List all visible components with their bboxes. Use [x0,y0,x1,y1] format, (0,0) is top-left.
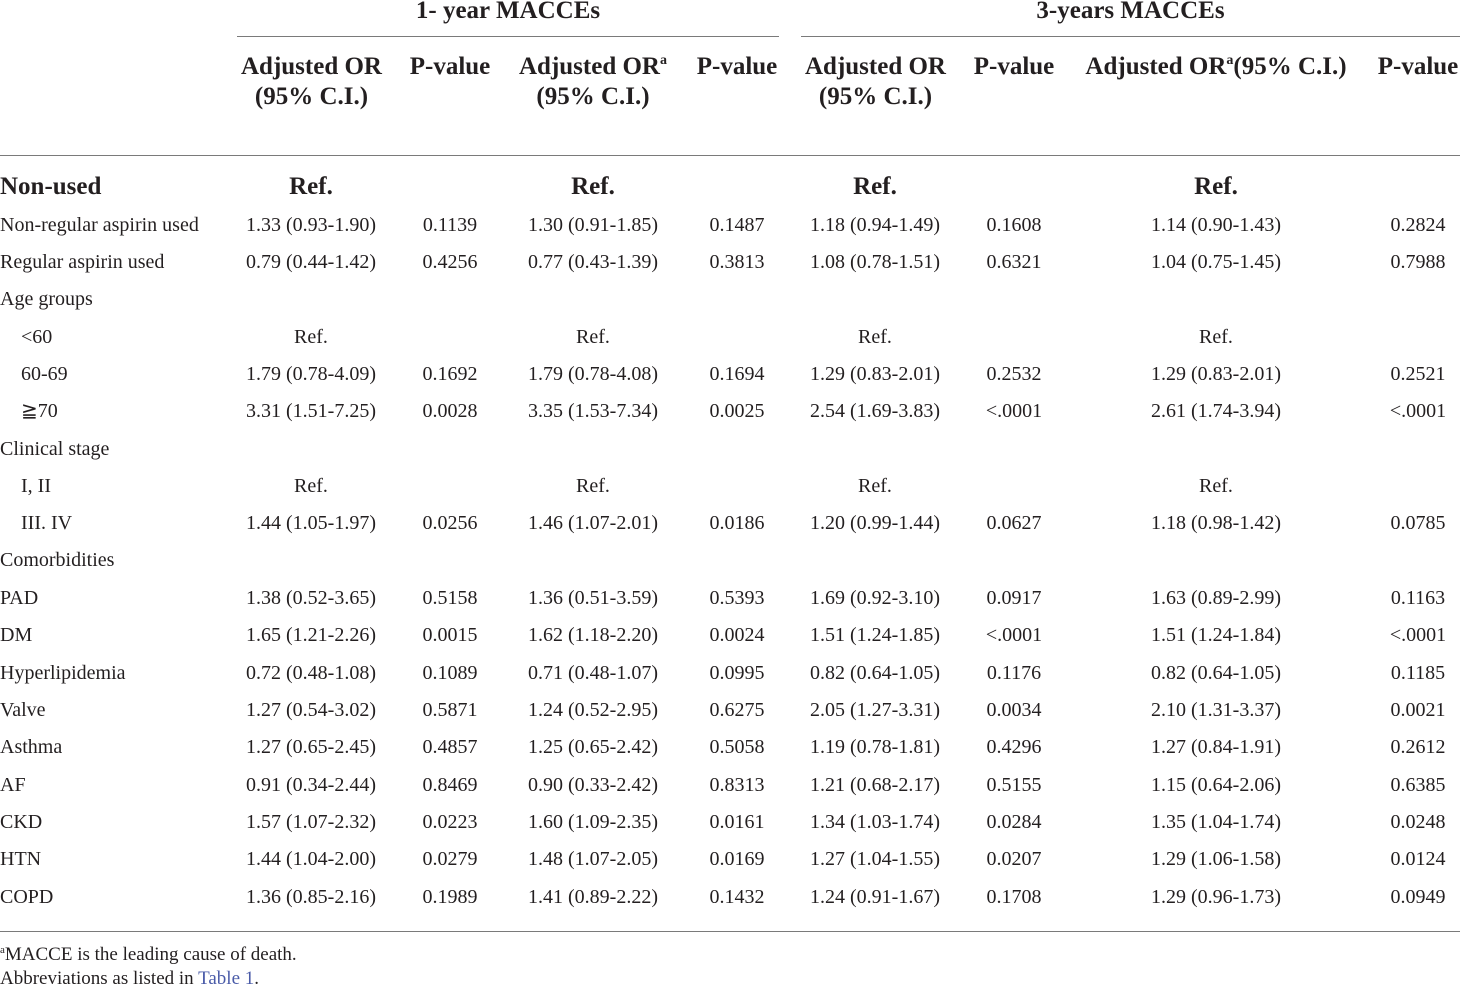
cell: 0.1989 [422,886,478,908]
table-row [0,879,1460,916]
footnote-text: Abbreviations as listed in [0,968,199,989]
row-label: Non-regular aspirin used [0,214,199,236]
cell: 1.24 (0.52-2.95) [528,699,658,721]
col-header-adjusted-or-3 [801,52,950,112]
cell: Ref. [1194,173,1238,200]
cell: 2.05 (1.27-3.31) [810,699,940,721]
cell: 1.41 (0.89-2.22) [528,886,658,908]
cell: 0.0028 [422,400,478,422]
cell: 0.1432 [709,886,765,908]
cell: 1.14 (0.90-1.43) [1151,214,1281,236]
col-header-adjusted-or-1 [237,52,386,112]
row-label: Asthma [0,736,63,758]
table-row-section [0,281,1460,318]
table-row [0,617,1460,654]
row-label: I, II [21,475,51,497]
cell: 0.71 (0.48-1.07) [528,662,658,684]
cell: 1.29 (1.06-1.58) [1151,848,1281,870]
cell: 0.3813 [709,251,765,273]
cell: Ref. [289,173,333,200]
cell: 0.90 (0.33-2.42) [528,774,658,796]
table-row [0,804,1460,841]
footnote-text: . [254,968,260,989]
row-label: <60 [21,326,53,348]
cell: 1.79 (0.78-4.09) [246,363,376,385]
cell: 0.1694 [709,363,765,385]
row-label: 60-69 [21,363,68,385]
col-header-adjusted-or-2 [514,52,672,112]
cell: 0.0223 [422,811,478,833]
cell: 0.0917 [986,587,1042,609]
cell: 0.0207 [986,848,1042,870]
row-label: COPD [0,886,54,908]
cell: 1.36 (0.85-2.16) [246,886,376,908]
table-row [0,729,1460,766]
table-row [0,468,1460,505]
cell: 1.27 (0.84-1.91) [1151,736,1281,758]
col-header-text: Adjusted OR [1085,53,1227,80]
cell: 0.0025 [709,400,765,422]
row-label: PAD [0,587,39,609]
cell: 2.54 (1.69-3.83) [810,400,940,422]
cell: Ref. [1199,326,1233,348]
cell: 0.1487 [709,214,765,236]
cell: 1.57 (1.07-2.32) [246,811,376,833]
cell: 1.62 (1.18-2.20) [528,624,658,646]
row-label: Non-used [0,173,102,200]
table-row [0,580,1460,617]
cell: 0.5155 [986,774,1042,796]
row-label: Regular aspirin used [0,251,165,273]
cell: 0.0785 [1390,512,1446,534]
row-label: HTN [0,848,42,870]
row-label: ≧70 [21,400,58,422]
cell: Ref. [853,173,897,200]
cell: 0.6385 [1390,774,1446,796]
cell: 0.4256 [422,251,478,273]
cell: 0.0627 [986,512,1042,534]
col-header-text: (95% C.I.) [536,83,650,110]
section-label-comorbidities: Comorbidities [0,549,115,571]
cell: 1.60 (1.09-2.35) [528,811,658,833]
cell: 0.0949 [1390,886,1446,908]
cell: 0.2532 [986,363,1042,385]
cell: 0.72 (0.48-1.08) [246,662,376,684]
cell: 1.38 (0.52-3.65) [246,587,376,609]
cell: <.0001 [985,624,1043,646]
table-row [0,319,1460,356]
footnote-a [0,943,297,967]
cell: 0.1185 [1390,662,1446,684]
cell: 0.7988 [1390,251,1446,273]
cell: 0.1692 [422,363,478,385]
cell: 0.79 (0.44-1.42) [246,251,376,273]
cell: 0.6321 [986,251,1042,273]
table-row [0,767,1460,804]
cell: 0.0995 [709,662,765,684]
cell: 1.29 (0.96-1.73) [1151,886,1281,908]
cell: 0.0034 [986,699,1042,721]
cell: 0.82 (0.64-1.05) [810,662,940,684]
cell: 0.82 (0.64-1.05) [1151,662,1281,684]
cell: Ref. [576,326,610,348]
table-1-link[interactable]: Table 1 [198,968,255,989]
cell: 0.1139 [422,214,478,236]
cell: 1.36 (0.51-3.59) [528,587,658,609]
col-header-text: (95% C.I.) [1233,53,1347,80]
cell: 0.2521 [1390,363,1446,385]
cell: 0.5393 [709,587,765,609]
row-label: DM [0,624,33,646]
cell: 1.27 (0.54-3.02) [246,699,376,721]
cell: 0.5158 [422,587,478,609]
table-row [0,655,1460,692]
cell: 0.8313 [709,774,765,796]
cell: 0.2824 [1390,214,1446,236]
cell: 1.18 (0.98-1.42) [1151,512,1281,534]
cell: 0.0161 [709,811,765,833]
col-header-pvalue-3: P-value [973,53,1055,80]
cell: 1.63 (0.89-2.99) [1151,587,1281,609]
cell: 0.0124 [1390,848,1446,870]
cell: 0.1608 [986,214,1042,236]
cell: 1.51 (1.24-1.84) [1151,624,1281,646]
cell: 0.8469 [422,774,478,796]
cell: 1.30 (0.91-1.85) [528,214,658,236]
cell: Ref. [294,326,328,348]
table-row [0,692,1460,729]
cell: 1.44 (1.05-1.97) [246,512,376,534]
cell: Ref. [858,475,892,497]
cell: <.0001 [1389,624,1447,646]
cell: Ref. [1199,475,1233,497]
cell: 0.6275 [709,699,765,721]
table-row [0,168,1460,205]
cell: <.0001 [1389,400,1447,422]
row-label: Hyperlipidemia [0,662,126,684]
cell: 0.0024 [709,624,765,646]
cell: 1.21 (0.68-2.17) [810,774,940,796]
cell: 1.04 (0.75-1.45) [1151,251,1281,273]
cell: 1.33 (0.93-1.90) [246,214,376,236]
table-row [0,505,1460,542]
group-underline-1-year [237,36,779,37]
cell: 1.25 (0.65-2.42) [528,736,658,758]
col-header-adjusted-or-4 [1078,52,1354,82]
cell: 1.65 (1.21-2.26) [246,624,376,646]
cell: 0.1708 [986,886,1042,908]
cell: 1.27 (0.65-2.45) [246,736,376,758]
cell: 0.1089 [422,662,478,684]
cell: 0.91 (0.34-2.44) [246,774,376,796]
footnote-marker: a [0,944,5,956]
cell: 1.19 (0.78-1.81) [810,736,940,758]
row-label: Valve [0,699,46,721]
table-row [0,356,1460,393]
cell: 1.79 (0.78-4.08) [528,363,658,385]
table-row [0,207,1460,244]
cell: Ref. [576,475,610,497]
cell: 0.77 (0.43-1.39) [528,251,658,273]
col-header-text: Adjusted OR [805,53,946,80]
cell: Ref. [294,475,328,497]
table-row [0,244,1460,281]
cell: 1.46 (1.07-2.01) [528,512,658,534]
cell: 1.29 (0.83-2.01) [1151,363,1281,385]
cell: 0.5058 [709,736,765,758]
section-label-clinical-stage: Clinical stage [0,438,110,460]
table-row [0,841,1460,878]
footnote-text: MACCE is the leading cause of death. [4,944,297,965]
cell: 1.69 (0.92-3.10) [810,587,940,609]
cell: 0.1163 [1390,587,1446,609]
cell: 3.31 (1.51-7.25) [246,400,376,422]
cell: 1.27 (1.04-1.55) [810,848,940,870]
group-header-3-years: 3-years MACCEs [1036,0,1225,24]
cell: 1.24 (0.91-1.67) [810,886,940,908]
cell: <.0001 [985,400,1043,422]
cell: 0.4857 [422,736,478,758]
cell: 0.0021 [1390,699,1446,721]
cell: 1.48 (1.07-2.05) [528,848,658,870]
cell: 1.15 (0.64-2.06) [1151,774,1281,796]
section-label-age-groups: Age groups [0,288,93,310]
cell: 2.61 (1.74-3.94) [1151,400,1281,422]
cell: Ref. [571,173,615,200]
group-header-1-year: 1- year MACCEs [415,0,601,24]
col-header-pvalue-1: P-value [409,53,491,80]
cell: 0.0015 [422,624,478,646]
row-label: CKD [0,811,43,833]
col-header-text: Adjusted OR [241,53,382,80]
cell: 1.34 (1.03-1.74) [810,811,940,833]
col-header-text: Adjusted OR [519,53,660,80]
cell: 1.08 (0.78-1.51) [810,251,940,273]
footnote-abbreviations [0,967,259,991]
footer-rule [0,931,1460,932]
cell: 0.4296 [986,736,1042,758]
table-row-section [0,542,1460,579]
cell: 0.5871 [422,699,478,721]
col-header-text: (95% C.I.) [254,83,369,110]
cell: 0.0248 [1390,811,1446,833]
col-header-pvalue-4: P-value [1377,53,1459,80]
footnote-marker: a [1226,53,1234,68]
cell: 0.0256 [422,512,478,534]
cell: Ref. [858,326,892,348]
row-label: III. IV [21,512,73,534]
cell: 1.44 (1.04-2.00) [246,848,376,870]
cell: 1.29 (0.83-2.01) [810,363,940,385]
header-rule [0,155,1460,156]
table-row [0,393,1460,430]
table-row-section [0,431,1460,468]
cell: 1.20 (0.99-1.44) [810,512,940,534]
col-header-pvalue-2: P-value [696,53,778,80]
row-label: AF [0,774,26,796]
cell: 1.51 (1.24-1.85) [810,624,940,646]
cell: 0.0279 [422,848,478,870]
cell: 0.0284 [986,811,1042,833]
cell: 2.10 (1.31-3.37) [1151,699,1281,721]
cell: 0.0186 [709,512,765,534]
footnote-marker: a [660,53,667,68]
cell: 0.0169 [709,848,765,870]
cell: 1.35 (1.04-1.74) [1151,811,1281,833]
cell: 0.1176 [986,662,1042,684]
cell: 0.2612 [1390,736,1446,758]
cell: 1.18 (0.94-1.49) [810,214,940,236]
cell: 3.35 (1.53-7.34) [528,400,658,422]
group-underline-3-years [801,36,1460,37]
col-header-text: (95% C.I.) [818,83,933,110]
